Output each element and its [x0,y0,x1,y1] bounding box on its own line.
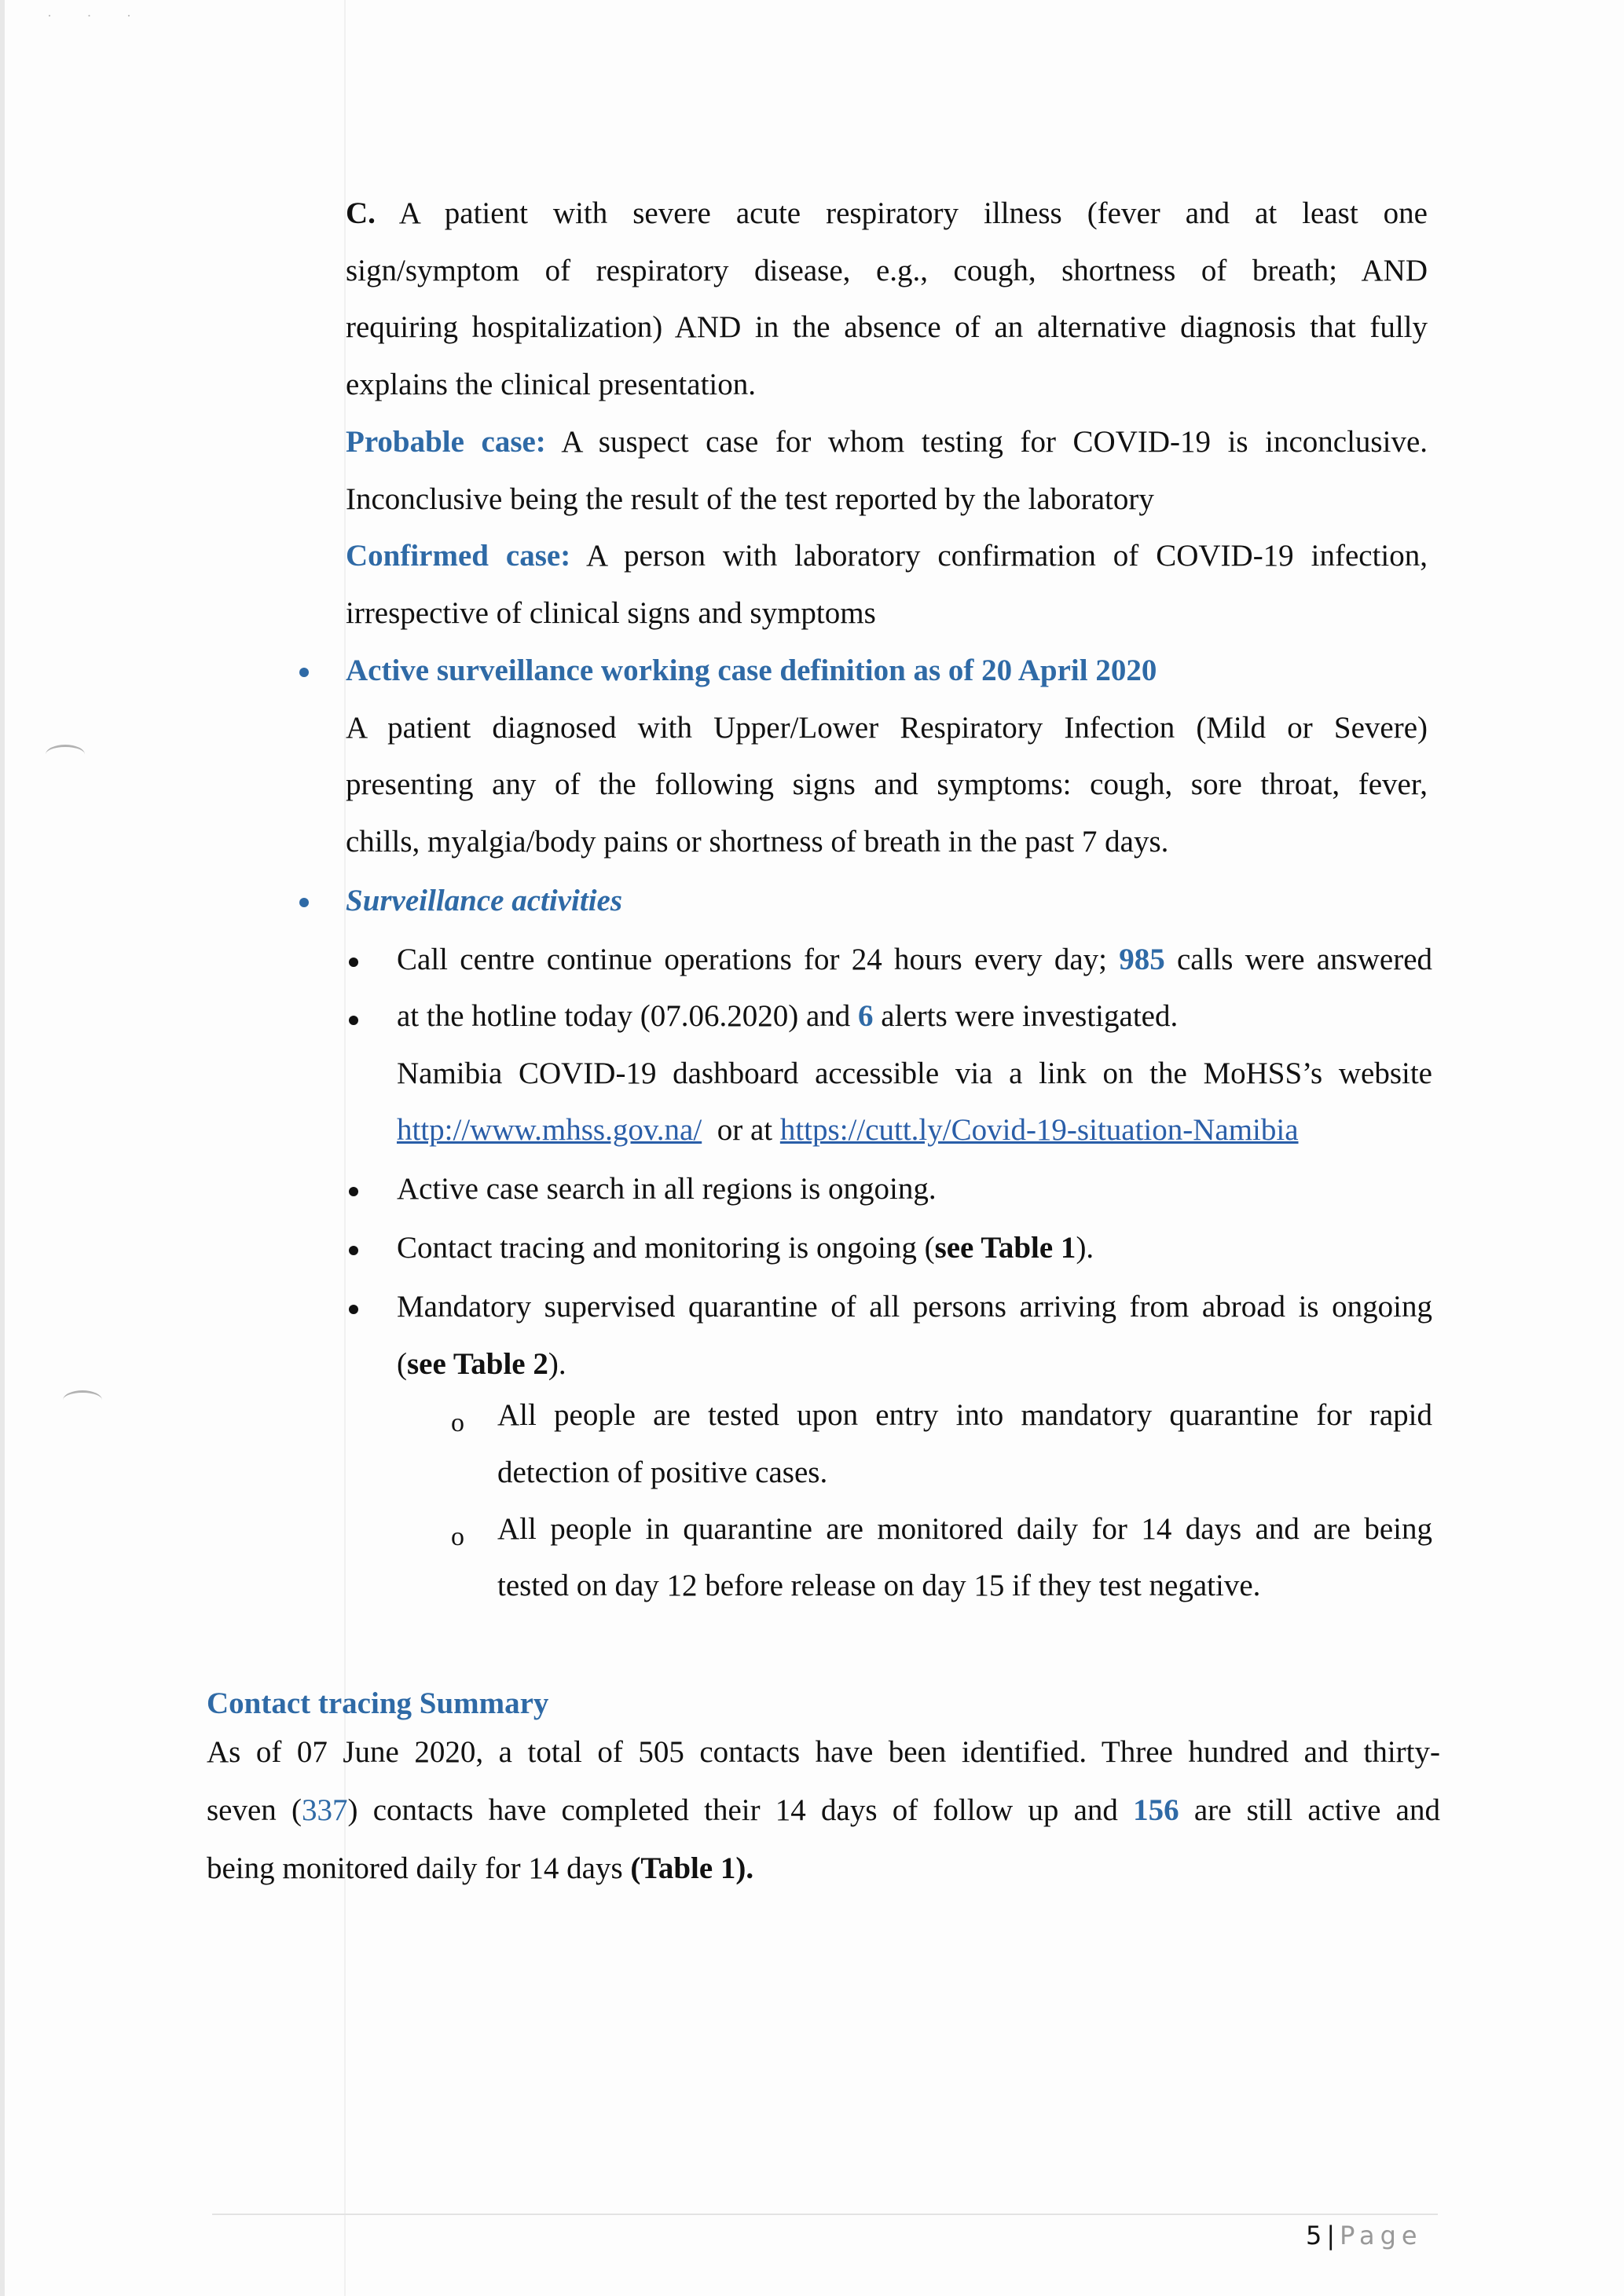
probable-case-definition: Probable case: A suspect case for whom testing for COVID-19 is inconclusive. [346,425,1428,459]
contact-tracing-summary-line: As of 07 June 2020, a total of 505 contacts have been identified. Three hundred and thirty- [207,1735,1440,1769]
circle-bullet-icon: o [451,1522,464,1551]
quarantine-sub-item-line: tested on day 12 before release on day 15 if they test negative. [497,1569,1261,1602]
dashboard-link[interactable]: https://cutt.ly/Covid-19-situation-Namibia [779,1113,1299,1147]
table-1-reference: (Table 1). [630,1851,754,1885]
probable-case-label: Probable case: [346,425,546,459]
active-case-search-item: Active case search in all regions is ongoing. [397,1172,937,1206]
probable-case-line: Inconclusive being the result of the test reported by the laboratory [346,482,1154,516]
page-number: 5 | Page [1306,2221,1423,2250]
footer-divider [212,2214,1438,2215]
scan-specks: · · · [47,8,147,24]
alerts-investigated-count: 6 [858,999,874,1033]
contact-tracing-summary-heading: Contact tracing Summary [207,1686,549,1720]
surveillance-activities-heading: Surveillance activities [346,884,623,917]
table-2-reference: see Table 2 [407,1347,548,1381]
bullet-icon [299,898,309,907]
bullet-icon [349,1016,358,1025]
mhss-website-link[interactable]: http://www.mhss.gov.na/ [397,1113,702,1147]
case-c-label: C. [346,196,376,230]
punch-hole-mark [46,745,85,764]
call-centre-item-line: at the hotline today (07.06.2020) and 6 alerts were investigated. [397,999,1179,1033]
confirmed-case-label: Confirmed case: [346,539,571,573]
active-surveillance-line: chills, myalgia/body pains or shortness of breath in the past 7 days. [346,825,1169,859]
completed-contacts-count: 337 [302,1793,348,1827]
case-definition-c-line: requiring hospitalization) AND in the absence of an alternative diagnosis that fully [346,310,1428,344]
dashboard-links: http://www.mhss.gov.na/ or at https://cutt.ly/Covid-19-situation-Namibia [397,1113,1299,1147]
confirmed-case-line: irrespective of clinical signs and symptoms [346,596,876,630]
quarantine-sub-item-line: detection of positive cases. [497,1456,828,1489]
active-surveillance-heading: Active surveillance working case definition as of 20 April 2020 [346,654,1157,687]
bullet-icon [349,958,358,967]
contact-tracing-summary-line: being monitored daily for 14 days (Table 1). [207,1851,754,1885]
table-1-reference: see Table 1 [934,1231,1076,1265]
quarantine-item: Mandatory supervised quarantine of all persons arriving from abroad is ongoing [397,1290,1432,1324]
contact-tracing-summary-line: seven (337) contacts have completed their 14 days of follow up and 156 are still active and [207,1793,1440,1827]
quarantine-sub-item: All people are tested upon entry into mandatory quarantine for rapid [497,1398,1432,1432]
circle-bullet-icon: o [451,1408,464,1437]
punch-hole-mark [63,1390,102,1410]
calls-answered-count: 985 [1119,943,1165,976]
dashboard-item: Namibia COVID-19 dashboard accessible via a link on the MoHSS’s website [397,1056,1432,1090]
confirmed-case-definition: Confirmed case: A person with laboratory confirmation of COVID-19 infection, [346,539,1428,573]
bullet-icon [349,1187,358,1196]
active-contacts-count: 156 [1133,1793,1179,1827]
call-centre-item: Call centre continue operations for 24 hours every day; 985 calls were answered [397,943,1433,976]
contact-tracing-item: Contact tracing and monitoring is ongoing (see Table 1). [397,1231,1094,1265]
scan-edge-shadow [0,0,5,2296]
active-surveillance-line: A patient diagnosed with Upper/Lower Respiratory Infection (Mild or Severe) [346,711,1428,745]
case-definition-c-line: C. A patient with severe acute respiratory illness (fever and at least one [346,196,1428,230]
bullet-icon [299,668,309,677]
active-surveillance-line: presenting any of the following signs and symptoms: cough, sore throat, fever, [346,767,1428,801]
bullet-icon [349,1246,358,1255]
quarantine-item-line: (see Table 2). [397,1347,566,1381]
case-definition-c-line: sign/symptom of respiratory disease, e.g., cough, shortness of breath; AND [346,254,1428,287]
case-definition-c-line: explains the clinical presentation. [346,368,756,401]
bullet-icon [349,1305,358,1314]
quarantine-sub-item: All people in quarantine are monitored daily for 14 days and are being [497,1512,1432,1546]
